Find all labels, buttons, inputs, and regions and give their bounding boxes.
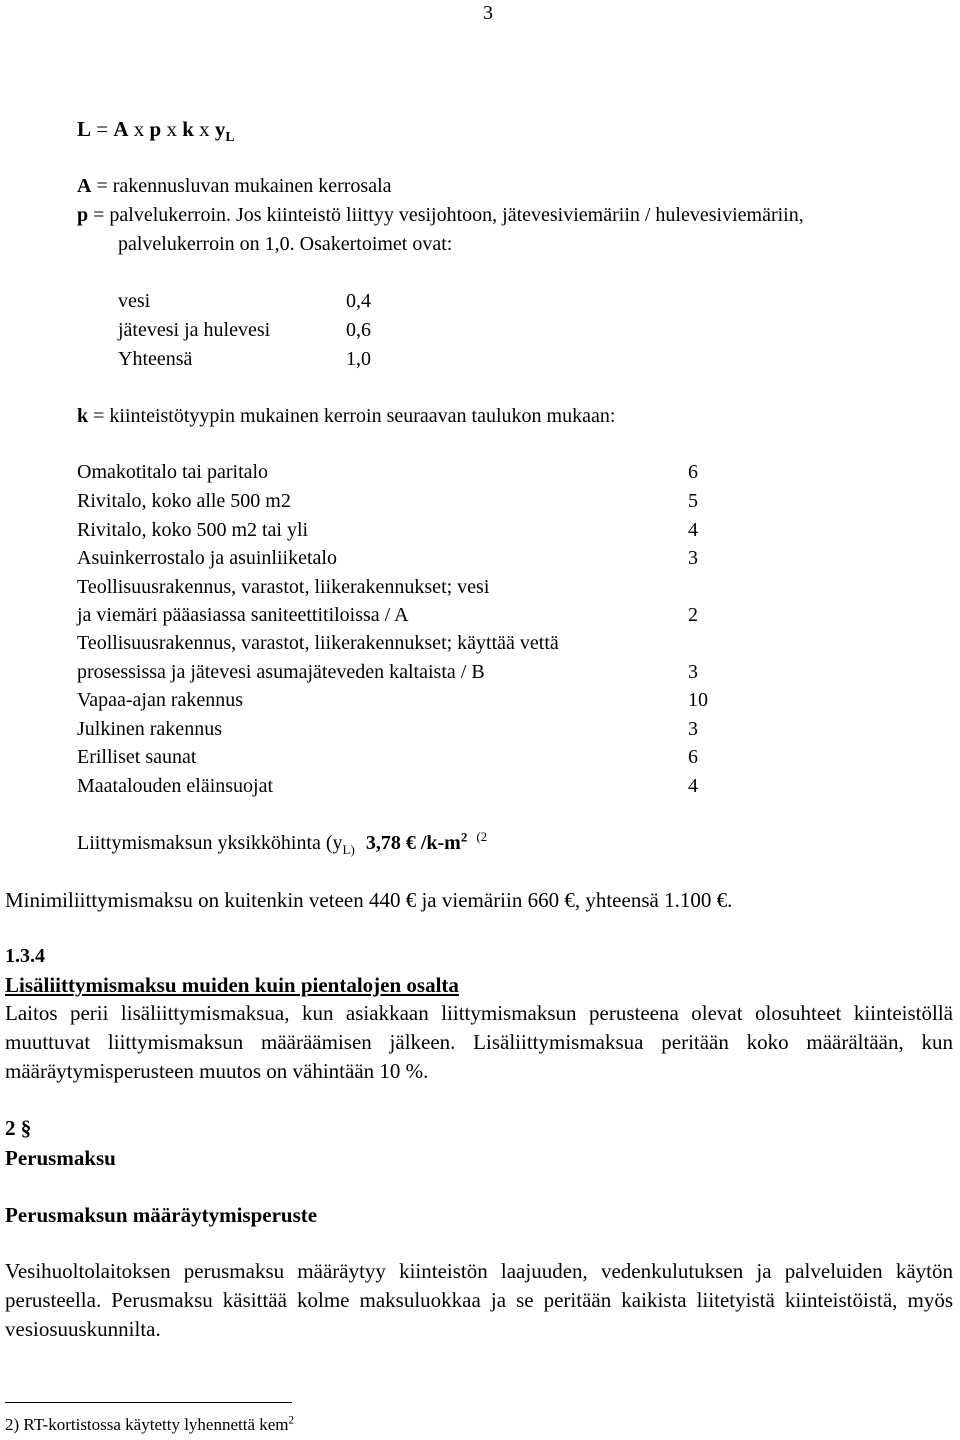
definition-k-text: = kiinteistötyypin mukainen kerroin seuraavan taulukon mukaan: [88, 405, 616, 427]
definition-k-key: k [77, 405, 89, 427]
footnote [5, 1416, 294, 1433]
property-type-label: ja viemäri pääasiassa saniteettitiloissa / A [77, 604, 409, 626]
property-type-label: Teollisuusrakennus, varastot, liikerakennukset; vesi [77, 576, 490, 598]
section-number: 1.3.4 [5, 945, 45, 967]
definition-k [77, 406, 615, 426]
property-type-value: 4 [688, 519, 698, 541]
property-type-value: 2 [688, 604, 698, 626]
definition-p [77, 205, 804, 225]
footnote-sup: 2 [288, 1414, 295, 1427]
formula-p: p [149, 117, 162, 141]
property-type-value: 10 [688, 689, 708, 711]
property-type-label: Rivitalo, koko 500 m2 tai yli [77, 519, 309, 541]
formula-k: k [182, 117, 194, 141]
page-number: 3 [483, 2, 493, 24]
definition-p-key: p [77, 204, 89, 226]
formula-y: y [214, 117, 226, 141]
formula-y-subscript: L [225, 129, 235, 145]
property-type-value: 5 [688, 490, 698, 512]
definition-p-continued: palvelukerroin on 1,0. Osakertoimet ovat: [118, 233, 453, 255]
section-2-body: Vesihuoltolaitoksen perusmaksu määräytyy kiinteistön laajuuden, vedenkulutuksen ja palveluiden käytön perusteella. Perusmaksu käsittää kolme maksuluokkaa ja se peritään kaikista liitetyistä kiinteistöistä, myös vesiosuuskunnilta. [5, 1259, 953, 1341]
section-2-number: 2 § [5, 1116, 32, 1140]
property-type-label: Maatalouden eläinsuojat [77, 775, 274, 797]
section-2-title: Perusmaksu [5, 1146, 116, 1170]
unit-price [77, 829, 488, 857]
definition-p-text: = palvelukerroin. Jos kiinteistö liittyy vesijohtoon, jätevesiviemäriin / hulevesiviemäriin, [88, 204, 804, 226]
section-2-subheading: Perusmaksun määräytymisperuste [5, 1203, 318, 1227]
footnote-divider [5, 1402, 292, 1403]
section-heading: Lisäliittymismaksu muiden kuin pientalojen osalta [5, 973, 459, 997]
footnote-text: 2) RT-kortistossa käytetty lyhennettä kem [5, 1415, 289, 1434]
property-type-value: 4 [688, 775, 698, 797]
property-type-label: Omakotitalo tai paritalo [77, 461, 269, 483]
property-type-label: prosessissa ja jätevesi asumajäteveden kaltaista / B [77, 661, 485, 683]
unit-price-subscript: L) [342, 842, 355, 857]
property-type-value: 3 [688, 547, 698, 569]
property-type-value: 3 [688, 718, 698, 740]
unit-price-label: Liittymismaksun yksikköhinta (y [77, 832, 343, 854]
coefficient-label: jätevesi ja hulevesi [118, 319, 271, 341]
coefficient-label: vesi [118, 290, 151, 312]
property-type-value: 3 [688, 661, 698, 683]
formula-x2: x [161, 117, 183, 141]
coefficient-label: Yhteensä [118, 348, 193, 370]
formula-x1: x [128, 117, 150, 141]
unit-price-sup: 2 [460, 829, 468, 845]
formula-A: A [113, 117, 129, 141]
property-type-label: Vapaa-ajan rakennus [77, 689, 244, 711]
minimum-fee: Minimiliittymismaksu on kuitenkin veteen 440 € ja viemäriin 660 €, yhteensä 1.100 €. [5, 888, 733, 912]
coefficient-value: 0,6 [346, 319, 371, 341]
property-type-value: 6 [688, 746, 698, 768]
definition-A-key: A [77, 175, 92, 197]
section-body: Laitos perii lisäliittymismaksua, kun asiakkaan liittymismaksun perusteena olevat olosuhteet kiinteistöllä muuttuvat liittymismaksun määräämisen jälkeen. Lisäliittymismaksua peritään koko määrältään, kun määräytymisperusteen muutos on vähintään 10 %. [5, 1001, 953, 1083]
property-type-value: 6 [688, 461, 698, 483]
definition-A [77, 176, 392, 196]
coefficient-value: 0,4 [346, 290, 371, 312]
property-type-label: Rivitalo, koko alle 500 m2 [77, 490, 291, 512]
coefficient-value: 1,0 [346, 348, 371, 370]
property-type-label: Julkinen rakennus [77, 718, 222, 740]
property-type-label: Teollisuusrakennus, varastot, liikerakennukset; käyttää vettä [77, 632, 559, 654]
formula-eq: = [91, 117, 114, 141]
formula [77, 117, 235, 145]
unit-price-footnote-ref: (2 [476, 829, 488, 845]
unit-price-value: 3,78 € /k-m [365, 832, 461, 854]
formula-L: L [77, 117, 92, 141]
formula-x3: x [193, 117, 215, 141]
definition-A-text: = rakennusluvan mukainen kerrosala [91, 175, 392, 197]
property-type-label: Asuinkerrostalo ja asuinliiketalo [77, 547, 337, 569]
property-type-label: Erilliset saunat [77, 746, 197, 768]
